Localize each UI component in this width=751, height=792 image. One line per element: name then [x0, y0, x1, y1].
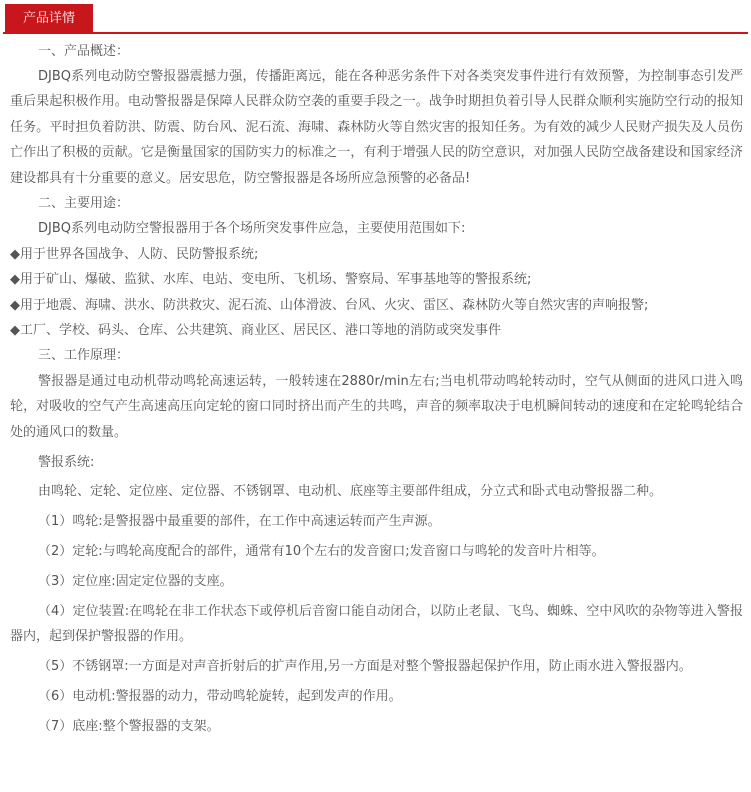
component-item: （5）不锈钢罩:一方面是对声音折射后的扩声作用,另一方面是对整个警报器起保护作用，防止雨水进入警报器内。 [38, 659, 692, 675]
components-paragraph: 由鸣轮、定轮、定位座、定位器、不锈钢罩、电动机、底座等主要部件组成，分立式和卧式电动警报器二种。 [38, 484, 663, 500]
component-item: （3）定位座:固定定位器的支座。 [38, 574, 233, 590]
product-description [10, 34, 743, 740]
principle-paragraph: 警报器是通过电动机带动鸣轮高速运转，一般转速在2880r/min左右;当电机带动鸣轮转动时，空气从侧面的进风口进入鸣轮，对吸收的空气产生高速高压向定轮的窗口同时挤出而产生的共鸣，声音的频率取决于电机瞬间转动的速度和在定轮鸣轮结合处的通风口的数量。 [10, 373, 743, 440]
component-item: （2）定轮:与鸣轮高度配合的部件，通常有10个左右的发音窗口;发音窗口与鸣轮的发音叶片相等。 [38, 544, 605, 560]
component-item: （4）定位装置:在鸣轮在非工作状态下或停机后音窗口能自动闭合，以防止老鼠、飞鸟、蜘蛛、空中风吹的杂物等进入警报器内，起到保护警报器的作用。 [10, 604, 743, 645]
tab-bar [3, 4, 748, 34]
component-item: （6）电动机:警报器的动力，带动鸣轮旋转，起到发声的作用。 [38, 689, 402, 705]
overview-paragraph: DJBQ系列电动防空警报器震撼力强，传播距离远，能在各种恶劣条件下对各类突发事件进行有效预警，为控制事态引发严重后果起积极作用。电动警报器是保障人民群众防空袭的重要手段之一。战争时期担负着引导人民群众顺利实施防空行动的报知任务。平时担负着防洪、防震、防台风、泥石流、海啸、森林防火等自然灾害的报知任务。为有效的减少人民财产损失及人员伤亡作出了积极的贡献。它是衡量国家的国防实力的标准之一，有利于增强人民的防空意识，对加强人民防空战备建设和国家经济建设都具有十分重要的意义。居安思危，防空警报器是各场所应急预警的必备品! [10, 68, 743, 186]
section-heading-principle: 三、工作原理： [38, 348, 130, 364]
component-item: （1）鸣轮:是警报器中最重要的部件，在工作中高速运转而产生声源。 [38, 514, 441, 530]
section-heading-overview: 一、产品概述： [38, 43, 130, 59]
uses-intro: DJBQ系列电动防空警报器用于各个场所突发事件应急，主要使用范围如下: [38, 221, 466, 237]
component-item: （7）底座:整个警报器的支架。 [38, 719, 220, 735]
uses-item: ◆用于地震、海啸、洪水、防洪救灾、泥石流、山体滑波、台风、火灾、雷区、森林防火等自然灾害的声响报警; [10, 297, 649, 313]
uses-item: ◆工厂、学校、码头、仓库、公共建筑、商业区、居民区、港口等地的消防或突发事件 [10, 322, 501, 338]
section-heading-uses: 二、主要用途： [38, 195, 130, 211]
tab-product-details[interactable]: 产品详情 [5, 4, 93, 32]
uses-item: ◆用于世界各国战争、人防、民防警报系统; [10, 246, 259, 262]
uses-item: ◆用于矿山、爆破、监狱、水库、电站、变电所、飞机场、警察局、军事基地等的警报系统; [10, 272, 532, 288]
alarm-system-heading: 警报系统: [38, 454, 95, 470]
